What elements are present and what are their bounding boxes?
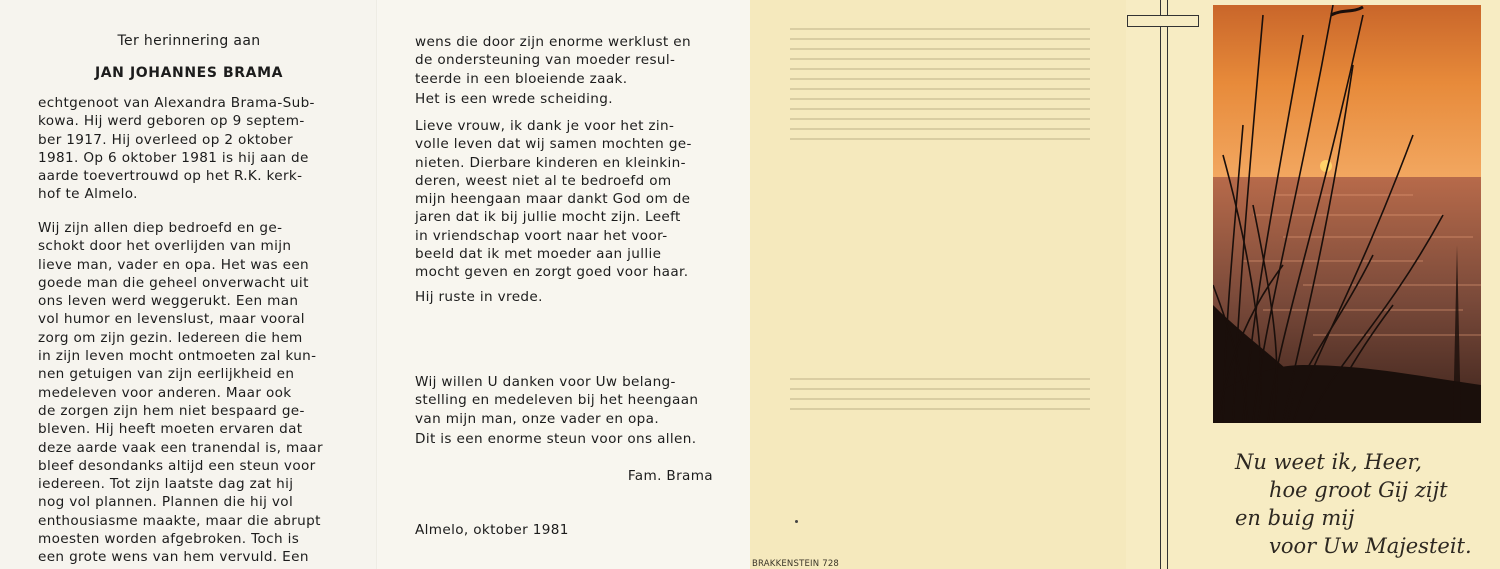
text-line: Wij zijn allen diep bedroefd en ge- [38,220,283,236]
text-line: 1981. Op 6 oktober 1981 is hij aan de [38,149,309,166]
text-line: vol humor en levenslust, maar vooral [38,311,305,328]
biography-paragraph [38,94,338,204]
show-through-text [790,20,1090,260]
text-line: deze aarde vaak een tranendal is, maar [38,439,323,456]
text-line: teerde in een bloeiende zaak. [415,70,628,87]
text-line: deren, weest niet al te bedroefd om [415,172,672,189]
text-line: ber 1917. Hij overleed op 2 oktober [38,131,293,148]
rest-in-peace-line: Hij ruste in vrede. [415,288,543,305]
tribute-paragraph [38,219,338,567]
tribute-continuation [415,33,713,108]
show-through-text-lower [790,370,1090,450]
family-signature: Fam. Brama [627,468,713,484]
text-line: iedereen. Tot zijn laatste dag zat hij [38,476,294,493]
card-left-panel [0,0,378,569]
cross-icon [1160,0,1168,569]
text-line: moesten worden afgebroken. Toch is [38,531,300,548]
text-line: jaren dat ik bij jullie mocht zijn. Leeft [415,209,681,226]
text-line: kowa. Hij werd geboren op 9 septem- [38,113,305,130]
text-line: de zorgen zijn hem niet bespaard ge- [38,402,305,419]
text-line: volle leven dat wij samen mochten ge- [415,136,692,153]
text-line: lieve man, vader en opa. Het was een [38,256,310,273]
text-line: bleven. Hij heeft moeten ervaren dat [38,421,303,438]
text-line: enthousiasme maakte, maar die abrupt [38,512,321,529]
text-line: beeld dat ik met moeder aan jullie [415,246,662,263]
text-line: Het is een wrede scheiding. [415,90,613,107]
text-line: goede man die geheel onverwacht uit [38,274,309,291]
card-inner-panel [378,0,750,569]
farewell-paragraph [415,117,713,306]
text-line: ons leven werd weggerukt. Een man [38,293,299,310]
text-line: van mijn man, onze vader en opa. [415,410,659,427]
text-line: de ondersteuning van moeder resul- [415,52,676,69]
text-line: nog vol plannen. Plannen die hij vol [38,494,294,511]
text-line: stelling en medeleven bij het heengaan [415,392,699,409]
text-line: een grote wens van hem vervuld. Een [38,549,309,566]
verse-line: voor Uw Majesteit. [1269,534,1472,558]
card-back-panel [750,0,1126,569]
speck [795,520,798,523]
cross-bar [1127,15,1199,27]
text-line: in zijn leven mocht ontmoeten zal kun- [38,348,317,365]
text-line: Lieve vrouw, ik dank je voor het zin- [415,118,675,134]
verse-line: Nu weet ik, Heer, [1235,450,1422,474]
text-line: aarde toevertrouwd op het R.K. kerk- [38,168,303,185]
sunset-reeds-photo [1213,5,1481,423]
text-line: mijn heengaan maar dankt God om de [415,191,691,208]
verse-text [1235,448,1472,560]
text-line: zorg om zijn gezin. Iedereen die hem [38,329,303,346]
text-line: Wij willen U danken voor Uw belang- [415,374,676,390]
text-line: in vriendschap voort naar het voor- [415,227,668,244]
text-line: Dit is een enorme steun voor ons allen. [415,430,697,447]
text-line: bleef desondanks altijd een steun voor [38,457,316,474]
place-date: Almelo, oktober 1981 [415,522,569,538]
printer-code: BRAKKENSTEIN 728 [752,559,840,569]
memorial-heading: Ter herinnering aan [117,33,261,49]
text-line: echtgenoot van Alexandra Brama-Sub- [38,95,315,111]
text-line: nieten. Dierbare kinderen en kleinkin- [415,154,686,171]
deceased-name: JAN JOHANNES BRAMA [94,65,284,81]
text-line: wens die door zijn enorme werklust en [415,34,691,50]
text-line: nen getuigen van zijn eerlijkheid en [38,366,295,383]
verse-line: hoe groot Gij zijt [1269,478,1448,502]
verse-line: en buig mij [1235,506,1355,530]
text-line: hof te Almelo. [38,186,138,203]
text-line: schokt door het overlijden van mijn [38,238,292,255]
thanks-paragraph [415,373,713,448]
text-line: medeleven voor anderen. Maar ook [38,384,292,401]
text-line: mocht geven en zorgt goed voor haar. [415,264,689,281]
